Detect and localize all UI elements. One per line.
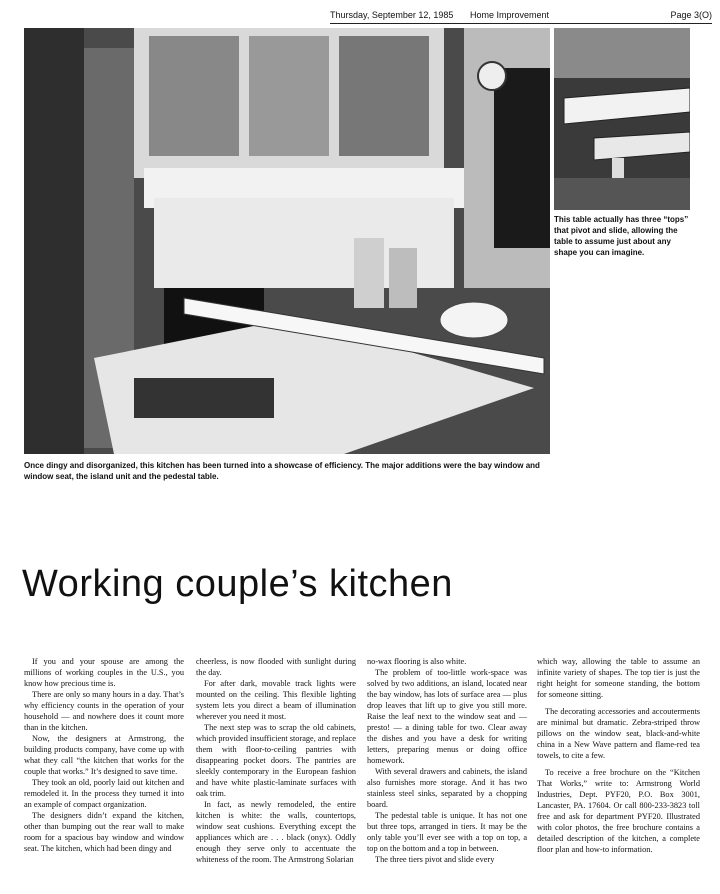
paragraph: The pedestal table is unique. It has not one but three tops, arranged in tiers. It may be the only table you’ll ever see with a top on top, a top on the bottom and a top in between.	[367, 811, 527, 853]
header-page-number: Page 3(O)	[670, 10, 712, 20]
kitchen-photo	[24, 28, 550, 454]
paragraph: no-wax flooring is also white.	[367, 657, 467, 666]
paragraph: cheerless, is now flooded with sunlight during the day.	[196, 657, 356, 677]
page-header	[330, 10, 712, 22]
header-rule	[330, 23, 712, 24]
header-section: Home Improvement	[470, 10, 550, 20]
article-column-1	[24, 656, 184, 854]
article-column-2	[196, 656, 356, 865]
paragraph: The next step was to scrap the old cabinets, which provided insufficient storage, and replace them with floor-to-ceiling pantries with disappearing pocket doors. The pantries are sleekly contemporary in the European fashion and have white plastic-laminate surfaces with oak trim.	[196, 723, 356, 798]
paragraph: There are only so many hours in a day. That’s why efficiency counts in the operation of your household — and nowhere does it count more than in the kitchen.	[24, 690, 184, 732]
side-photo-caption: This table actually has three “tops” that pivot and slide, allowing the table to assume just about any shape you can imagine.	[554, 215, 689, 257]
table-photo	[554, 28, 690, 210]
main-photo-caption: Once dingy and disorganized, this kitchen has been turned into a showcase of efficiency. The major additions were the bay window and window seat, the island unit and the pedestal table.	[24, 461, 540, 481]
paragraph: If you and your spouse are among the millions of working couples in the U.S., you know how precious time is.	[24, 657, 184, 688]
paragraph: The three tiers pivot and slide every	[375, 855, 495, 864]
paragraph: With several drawers and cabinets, the island also furnishes more storage. And it has two stainless steel sinks, separated by a chopping board.	[367, 767, 527, 809]
article-column-3	[367, 656, 527, 865]
paragraph: which way, allowing the table to assume an infinite variety of shapes. The top tier is just the right height for someone standing, the bottom for someone sitting.	[537, 657, 700, 699]
paragraph: To receive a free brochure on the “Kitchen That Works,” write to: Armstrong World Industries, Dept. PYF20, P.O. Box 3001, Lancaster, PA. 17604. Or call 800-233-3823 toll free and ask for department PYF20. Illustrated with color photos, the free brochure contains a detailed description of the kitchen, a complete floor plan and how-to information.	[537, 768, 700, 854]
paragraph: The decorating accessories and accouterments are minimal but dramatic. Zebra-striped throw pillows on the window seat, black-and-white china in a New Wave pattern and flame-red tea towels, to cite a few.	[537, 707, 700, 760]
article-column-4	[537, 656, 700, 855]
paragraph: They took an old, poorly laid out kitchen and remodeled it. In the process they turned it into an example of compact organization.	[24, 778, 184, 809]
article-headline: Working couple’s kitchen	[22, 563, 453, 605]
paragraph: The designers didn’t expand the kitchen, other than bumping out the rear wall to make room for a spacious bay window and window seat. The kitchen, which had been dingy and	[24, 811, 184, 853]
paragraph: The problem of too-little work-space was solved by two additions, an island, located near the bay window, has lots of surface area — plus drop leaves that lift up to give you still more. Raise the leaf next to the window seat and — presto! — a dining table for two. Clear away the dishes and you have a desk for writing letters, preparing menus or doing office homework.	[367, 668, 527, 765]
paragraph: Now, the designers at Armstrong, the building products company, have come up with what they call “the kitchen that works for the couple that works.” It’s designed to save time.	[24, 734, 184, 776]
paragraph: For after dark, movable track lights were mounted on the ceiling. This flexible lighting system lets you direct a beam of illumination wherever you need it most.	[196, 679, 356, 721]
paragraph: In fact, as newly remodeled, the entire kitchen is white: the walls, countertops, window seat cushions. Everything except the appliances which are . . . black (onyx). Oddly enough they serve only to accentuate the whiteness of the room. The Armstrong Solarian	[196, 800, 356, 864]
header-date: Thursday, September 12, 1985	[330, 10, 454, 20]
